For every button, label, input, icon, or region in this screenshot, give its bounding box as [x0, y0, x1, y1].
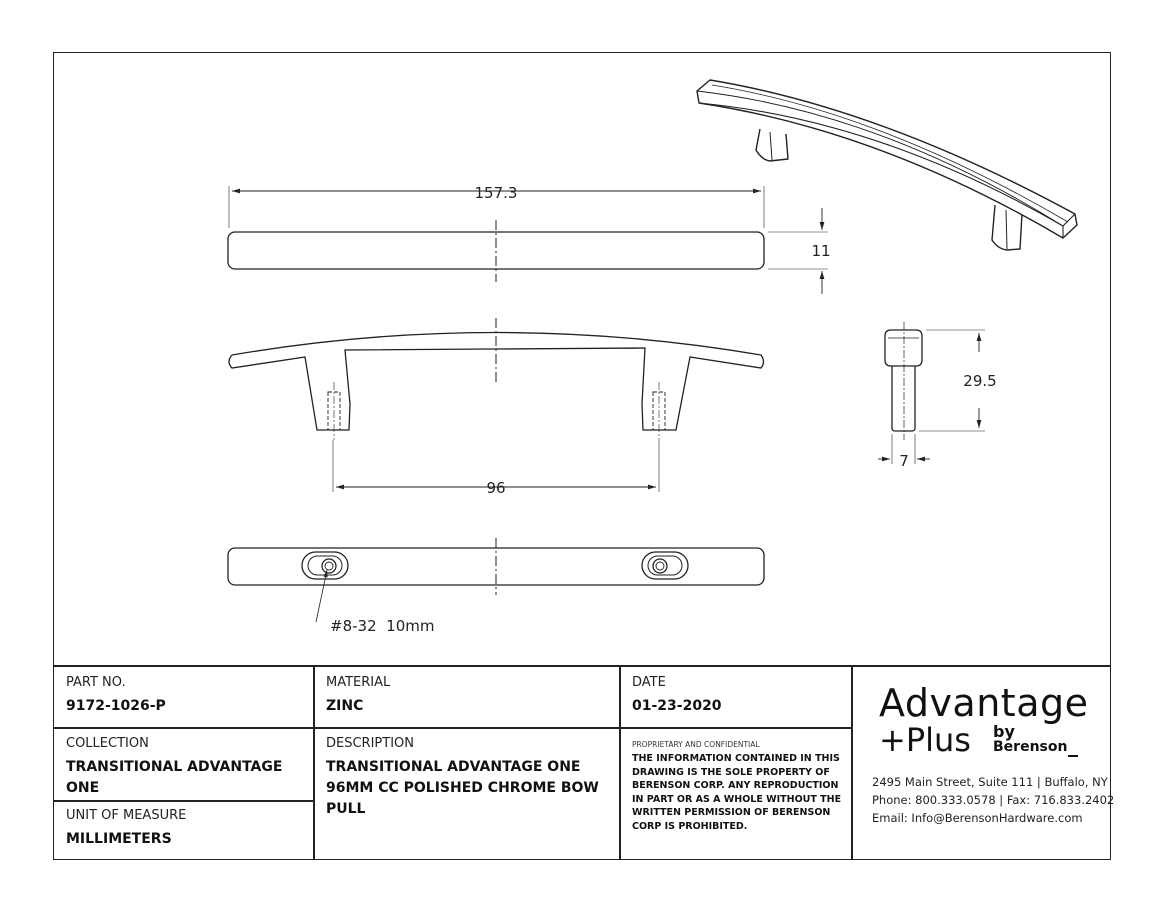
company-address: 2495 Main Street, Suite 111 | Buffalo, NY [872, 775, 1108, 789]
screw-callout: #8-32 10mm [330, 617, 435, 635]
proprietary-line: BERENSON CORP. ANY REPRODUCTION [632, 780, 839, 791]
brand-logo-line2: +Plus [879, 721, 971, 759]
center-to-center-dimension: 96 [486, 479, 506, 497]
collection-value-line2: ONE [66, 780, 100, 796]
proprietary-line: IN PART OR AS A WHOLE WITHOUT THE [632, 793, 842, 805]
brand-logo-by: by [993, 722, 1015, 741]
brand-logo-line1: Advantage [879, 681, 1089, 725]
top-view [228, 186, 831, 294]
collection-value-line1: TRANSITIONAL ADVANTAGE [66, 759, 283, 775]
proprietary-line: THE INFORMATION CONTAINED IN THIS [632, 753, 840, 764]
title-block-divider [619, 665, 621, 860]
title-block-divider [53, 727, 851, 729]
proprietary-line: CORP IS PROHIBITED. [632, 820, 748, 832]
company-phone: Phone: 800.333.0578 | Fax: 716.833.2402 [872, 793, 1115, 807]
description-value-line3: PULL [326, 801, 366, 817]
side-view [878, 322, 985, 464]
title-block-divider [53, 800, 313, 802]
front-view [229, 318, 764, 492]
part-no-value: 9172-1026-P [66, 698, 166, 714]
unit-of-measure-label: UNIT OF MEASURE [66, 808, 187, 823]
bar-height-dimension: 11 [811, 242, 831, 260]
company-email: Email: Info@BerensonHardware.com [872, 811, 1083, 825]
overall-length-dimension: 157.3 [474, 184, 518, 202]
proprietary-heading: PROPRIETARY AND CONFIDENTIAL [632, 740, 760, 749]
title-block-divider [851, 665, 853, 860]
isometric-view [697, 80, 1077, 250]
date-label: DATE [632, 675, 666, 690]
part-no-label: PART NO. [66, 675, 126, 690]
unit-of-measure-value: MILLIMETERS [66, 831, 172, 847]
brand-logo-underline [1068, 755, 1078, 757]
bottom-view [228, 538, 764, 622]
projection-dimension: 29.5 [963, 372, 997, 390]
material-value: ZINC [326, 698, 364, 714]
proprietary-line: DRAWING IS THE SOLE PROPERTY OF [632, 766, 830, 778]
post-width-dimension: 7 [899, 452, 909, 470]
title-block-top-border [53, 665, 1111, 667]
title-block-divider [313, 665, 315, 860]
collection-label: COLLECTION [66, 736, 149, 751]
proprietary-line: WRITTEN PERMISSION OF BERENSON [632, 807, 831, 818]
description-label: DESCRIPTION [326, 736, 414, 751]
description-value-line2: 96MM CC POLISHED CHROME BOW [326, 780, 599, 796]
description-value-line1: TRANSITIONAL ADVANTAGE ONE [326, 759, 581, 775]
brand-logo-berenson: Berenson [993, 739, 1068, 755]
material-label: MATERIAL [326, 675, 391, 690]
date-value: 01-23-2020 [632, 698, 722, 714]
